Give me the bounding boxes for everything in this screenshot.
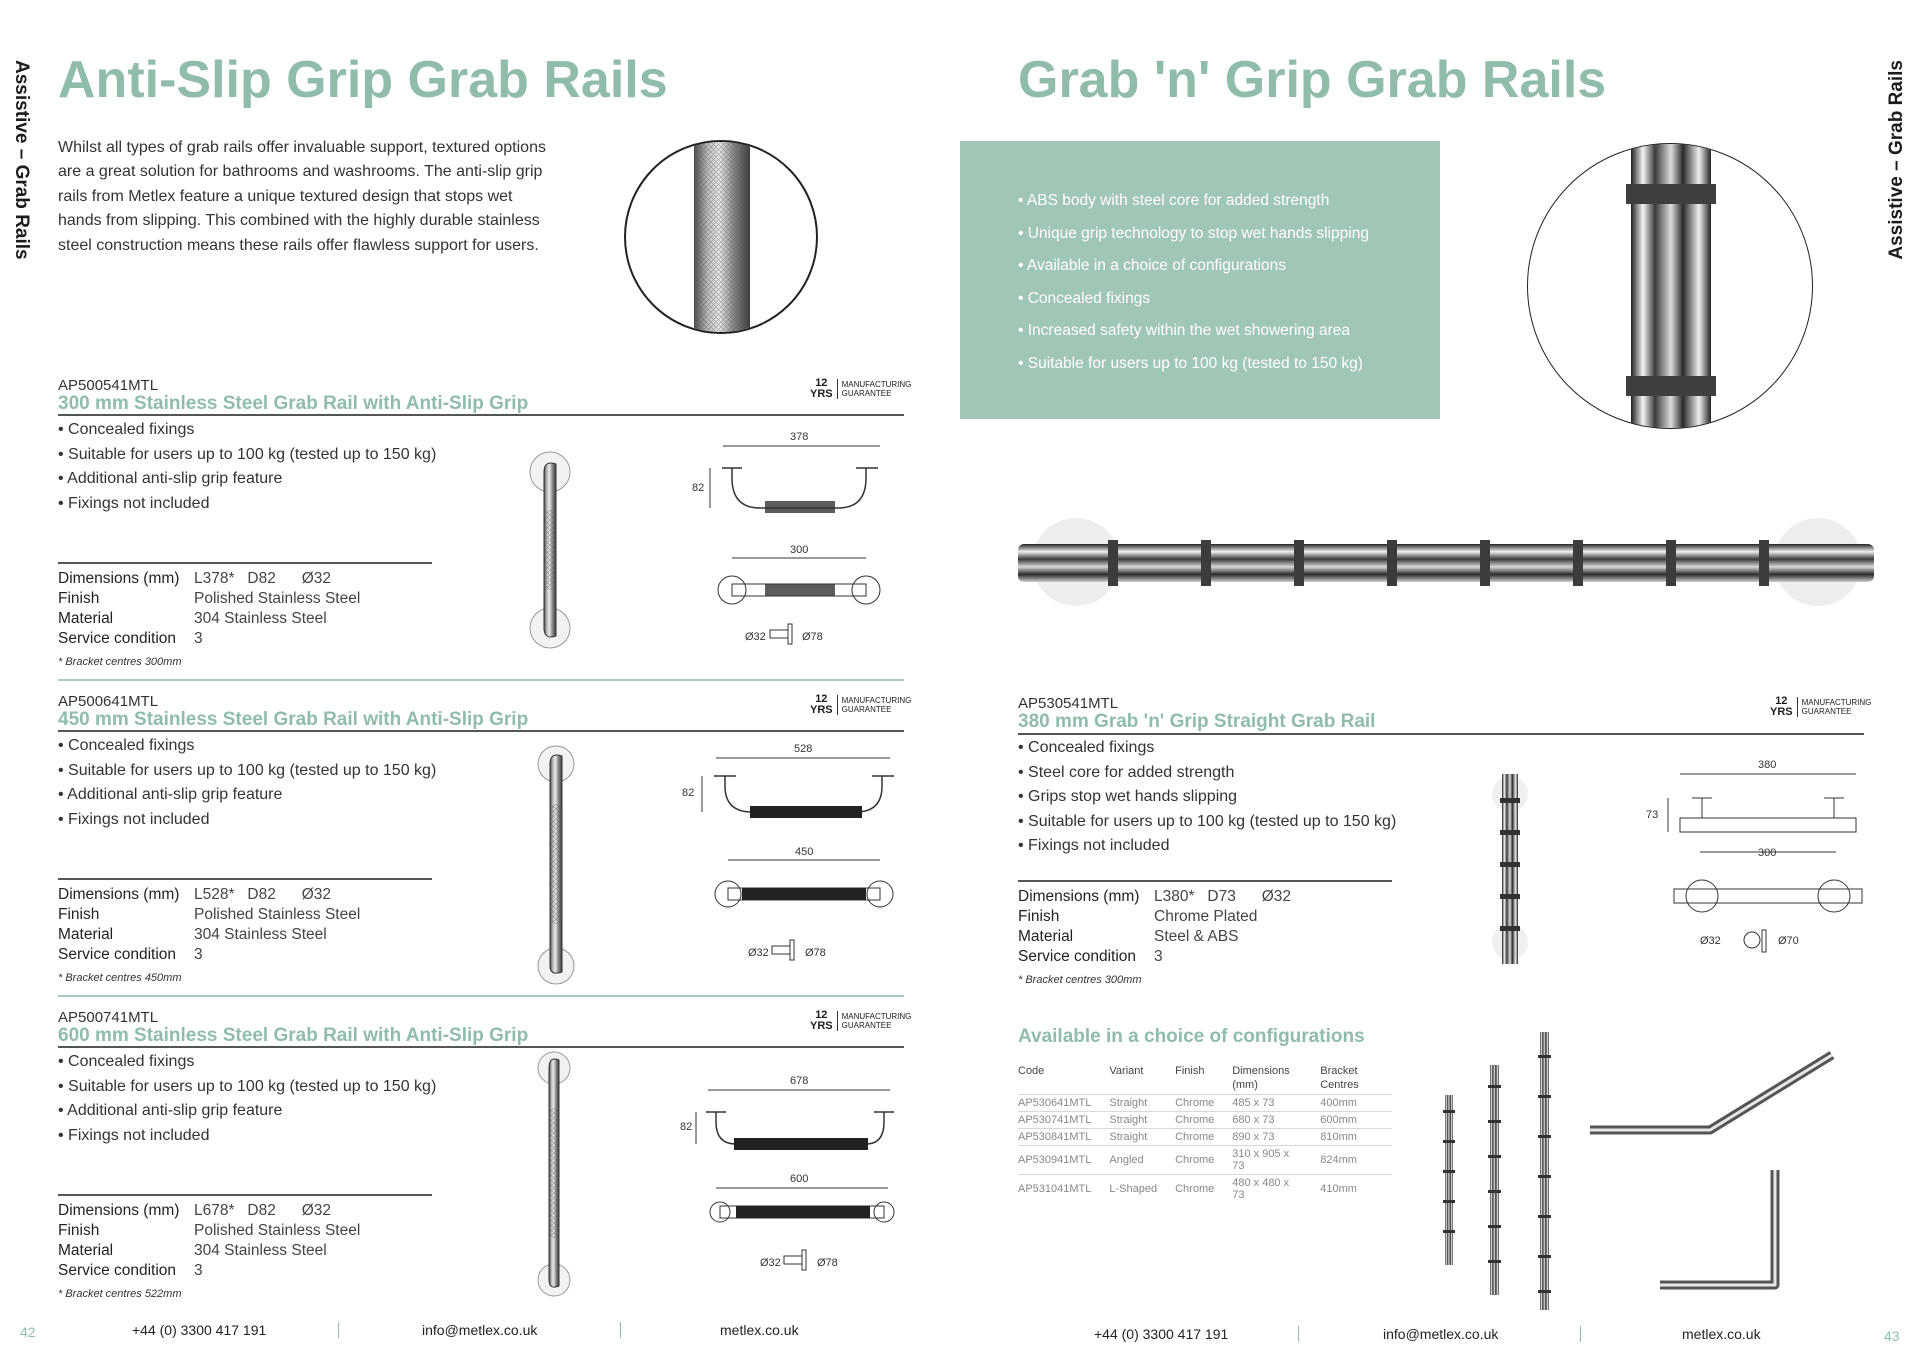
bracket-note: * Bracket centres 300mm (1018, 974, 1142, 986)
specs-table: Dimensions (mm) L678* D82 Ø32 Finish Polished Stainless Steel Material 304 Stainless Steel Service condition 3 (58, 1202, 361, 1279)
column-header: Finish (1175, 1065, 1205, 1077)
table-row: AP530841MTL Straight Chrome 890 x 73 810mm (1018, 1129, 1392, 1146)
footer-phone[interactable]: +44 (0) 3300 417 191 (1094, 1326, 1229, 1342)
specs-table: Dimensions (mm) L378* D82 Ø32 Finish Polished Stainless Steel Material 304 Stainless Steel Service condition 3 (58, 570, 361, 647)
rail-photo-450 (526, 744, 586, 984)
bracket-note: * Bracket centres 522mm (58, 1288, 182, 1300)
svg-text:Ø78: Ø78 (802, 631, 823, 643)
footer-phone[interactable]: +44 (0) 3300 417 191 (132, 1322, 267, 1338)
svg-text:380: 380 (1758, 759, 1777, 771)
feature-list: • Concealed fixings • Suitable for users up to 100 kg (tested up to 150 kg) • Additional anti-slip grip feature • Fixings not included (58, 734, 436, 832)
column-header: Variant (1109, 1065, 1144, 1077)
footer-email[interactable]: info@metlex.co.uk (1383, 1326, 1499, 1342)
guarantee-badge: 12 YRS MANUFACTURING GUARANTEE (810, 693, 912, 716)
technical-drawing-450 (680, 743, 910, 959)
specs-rule (1018, 880, 1392, 882)
section-divider (58, 995, 904, 997)
column-header: Code (1018, 1065, 1045, 1077)
footer-web[interactable]: metlex.co.uk (1682, 1326, 1761, 1342)
svg-text:Ø32: Ø32 (745, 631, 766, 643)
configurations-heading: Available in a choice of configurations (1018, 1026, 1365, 1047)
product-title: 300 mm Stainless Steel Grab Rail with Anti-Slip Grip (58, 393, 529, 414)
title-rule (58, 1046, 904, 1048)
title-rule (1018, 733, 1864, 735)
side-tab-right: Assistive – Grab Rails (1886, 60, 1907, 260)
bracket-note: * Bracket centres 450mm (58, 972, 182, 984)
page-number-left: 42 (20, 1324, 36, 1340)
footer-separator (1580, 1326, 1581, 1342)
footer-separator (338, 1322, 339, 1338)
column-header: Bracket Centres (1320, 1065, 1359, 1091)
footer-email[interactable]: info@metlex.co.uk (422, 1322, 538, 1338)
specs-rule (58, 562, 432, 564)
specs-rule (58, 878, 432, 880)
page-title-left: Anti-Slip Grip Grab Rails (58, 51, 668, 109)
svg-text:Ø78: Ø78 (817, 1257, 838, 1269)
section-divider (58, 679, 904, 681)
feature-list: • Concealed fixings • Suitable for users up to 100 kg (tested up to 150 kg) • Additional anti-slip grip feature • Fixings not included (58, 418, 436, 516)
technical-drawing-600 (680, 1060, 910, 1280)
product-code: AP500741MTL (58, 1009, 159, 1026)
svg-text:Ø32: Ø32 (748, 947, 769, 959)
product-title: 450 mm Stainless Steel Grab Rail with Anti-Slip Grip (58, 709, 529, 730)
guarantee-badge: 12 YRS MANUFACTURING GUARANTEE (810, 1009, 912, 1032)
specs-table: Dimensions (mm) L380* D73 Ø32 Finish Chrome Plated Material Steel & ABS Service condition 3 (1018, 888, 1292, 965)
technical-drawing-300 (690, 428, 890, 648)
column-header: Dimensions (mm) (1232, 1065, 1290, 1091)
configurations-table (1018, 1064, 1392, 1203)
svg-text:82: 82 (680, 1121, 693, 1133)
footer-web[interactable]: metlex.co.uk (720, 1322, 799, 1338)
svg-text:Ø32: Ø32 (760, 1257, 781, 1269)
table-row: AP530741MTL Straight Chrome 680 x 73 600mm (1018, 1112, 1392, 1129)
configuration-rail-photos (1430, 1030, 1850, 1310)
product-title: 380 mm Grab 'n' Grip Straight Grab Rail (1018, 711, 1376, 732)
title-rule (58, 730, 904, 732)
svg-text:Ø78: Ø78 (805, 947, 826, 959)
specs-rule (58, 1194, 432, 1196)
svg-text:82: 82 (682, 787, 695, 799)
highlight-feature-list: • ABS body with steel core for added strength • Unique grip technology to stop wet hands slipping • Available in a choice of configurations • Concealed fixings • Increased safety within the wet showering area • Suitable for users up to 100 kg (tested to 150 kg) (1018, 185, 1369, 380)
svg-text:378: 378 (790, 431, 809, 443)
svg-text:528: 528 (794, 743, 813, 755)
side-tab-left: Assistive – Grab Rails (11, 60, 32, 260)
svg-text:600: 600 (790, 1173, 809, 1185)
svg-text:450: 450 (795, 846, 814, 858)
svg-text:73: 73 (1646, 809, 1659, 821)
product-code: AP500641MTL (58, 693, 159, 710)
feature-highlight-box (960, 141, 1440, 419)
rail-photo-600 (524, 1048, 584, 1298)
grip-rail-closeup (1527, 143, 1813, 429)
table-row: AP530941MTL Angled Chrome 310 x 905 x 73 824mm (1018, 1146, 1392, 1175)
feature-list: • Concealed fixings • Suitable for users up to 100 kg (tested up to 150 kg) • Additional anti-slip grip feature • Fixings not included (58, 1050, 436, 1148)
product-title: 600 mm Stainless Steel Grab Rail with Anti-Slip Grip (58, 1025, 529, 1046)
table-row: AP530641MTL Straight Chrome 485 x 73 400mm (1018, 1095, 1392, 1112)
svg-text:Ø70: Ø70 (1778, 935, 1799, 947)
guarantee-badge: 12 YRS MANUFACTURING GUARANTEE (810, 377, 912, 400)
guarantee-badge: 12 YRS MANUFACTURING GUARANTEE (1770, 695, 1872, 718)
footer-separator (1298, 1326, 1299, 1342)
specs-table: Dimensions (mm) L528* D82 Ø32 Finish Polished Stainless Steel Material 304 Stainless Steel Service condition 3 (58, 886, 361, 963)
product-code: AP500541MTL (58, 377, 159, 394)
svg-text:300: 300 (790, 544, 809, 556)
svg-text:678: 678 (790, 1075, 809, 1087)
page-title-right: Grab 'n' Grip Grab Rails (1018, 51, 1607, 109)
grab-n-grip-rail-photo (1018, 518, 1874, 608)
product-code: AP530541MTL (1018, 695, 1119, 712)
intro-paragraph: Whilst all types of grab rails offer invaluable support, textured options are a great solution for bathrooms and washrooms. The anti-slip grip rails from Metlex feature a unique textured design that stops wet hands from slipping. This combined with the highly durable stainless steel construction means these rails offer flawless support for users. (58, 139, 546, 254)
svg-text:Ø32: Ø32 (1700, 935, 1721, 947)
technical-drawing-380 (1640, 760, 1870, 960)
grip-rail-vertical-photo (1480, 770, 1540, 970)
rail-photo-300 (520, 450, 580, 650)
svg-text:300: 300 (1758, 847, 1777, 859)
page-number-right: 43 (1884, 1328, 1900, 1344)
textured-rail-closeup (624, 140, 818, 334)
feature-list: • Concealed fixings • Steel core for added strength • Grips stop wet hands slipping • Suitable for users up to 100 kg (tested up to 150 kg) • Fixings not included (1018, 736, 1396, 859)
bracket-note: * Bracket centres 300mm (58, 656, 182, 668)
title-rule (58, 414, 904, 416)
svg-text:82: 82 (692, 482, 705, 494)
table-row: AP531041MTL L-Shaped Chrome 480 x 480 x 73 410mm (1018, 1175, 1392, 1204)
footer-separator (620, 1322, 621, 1338)
